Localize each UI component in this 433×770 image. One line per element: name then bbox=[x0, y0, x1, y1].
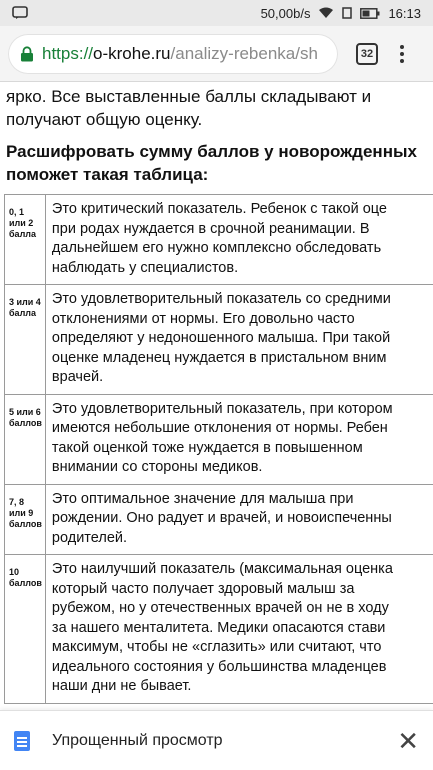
description-line: Это критический показатель. Ребенок с такой оце bbox=[51, 201, 387, 217]
description-line: имеются небольшие отклонения от нормы. Ребен bbox=[51, 420, 388, 436]
description-line: отклонениями от нормы. Его довольно часто bbox=[51, 310, 355, 327]
score-cell bbox=[5, 484, 46, 555]
description-line: рождении. Оно радует и врачей, и новоиспеченны bbox=[51, 510, 392, 526]
lock-icon[interactable] bbox=[20, 46, 34, 62]
network-speed: 50,00b/s bbox=[260, 5, 311, 21]
clock: 16:13 bbox=[388, 5, 421, 21]
heading-line: Расшифровать сумму баллов у новорожденных bbox=[6, 142, 417, 161]
description-line: наши дни не бывает. bbox=[51, 678, 192, 694]
description-line: максимум, чтобы не «сглазить» или считают, что bbox=[51, 639, 382, 655]
wifi-icon bbox=[318, 7, 334, 19]
score-cell bbox=[5, 555, 46, 704]
browser-toolbar bbox=[0, 26, 433, 82]
section-heading bbox=[6, 140, 433, 186]
apgar-score-table bbox=[4, 194, 433, 704]
score-line: баллов bbox=[9, 417, 42, 428]
page-content bbox=[0, 82, 433, 710]
description-line: рубежом, но у отечественных врачей он не в ходу bbox=[51, 600, 389, 616]
description-line: наблюдать у специалистов. bbox=[51, 259, 239, 276]
description-line: определяют у недоношенного малыша. При такой bbox=[51, 330, 391, 346]
heading-line: поможет такая таблица: bbox=[6, 165, 209, 184]
sim-icon bbox=[342, 7, 352, 19]
status-right bbox=[261, 6, 421, 21]
score-line: или 9 bbox=[9, 507, 34, 518]
description-line: Это наилучший показатель (максимальная оценка bbox=[51, 561, 393, 577]
intro-paragraph bbox=[6, 85, 433, 131]
description-line: который часто получает здоровый малыш за bbox=[51, 580, 355, 597]
simplified-view-bar[interactable] bbox=[0, 710, 433, 770]
status-left bbox=[12, 6, 28, 20]
description-line: Это удовлетворительный показатель со средними bbox=[51, 291, 391, 307]
score-line: балла bbox=[9, 229, 37, 239]
description-line: внимании со стороны медиков. bbox=[51, 459, 263, 475]
description-line: такой оценкой тоже нуждается в повышенном bbox=[51, 439, 363, 456]
url-text[interactable] bbox=[42, 44, 318, 64]
description-line: Это удовлетворительный показатель, при котором bbox=[51, 400, 393, 417]
score-line: 0, 1 bbox=[9, 207, 25, 217]
close-icon[interactable]: ✕ bbox=[397, 725, 419, 756]
score-line: 3 или 4 bbox=[9, 297, 41, 307]
score-line: 7, 8 bbox=[9, 496, 25, 507]
description-line: при родах нуждается в срочной реанимации. В bbox=[51, 220, 370, 237]
document-icon bbox=[14, 731, 30, 751]
description-line: за нашего менталитета. Медики опасаются стави bbox=[51, 619, 386, 636]
score-cell bbox=[5, 285, 46, 395]
description-line: врачей. bbox=[51, 369, 104, 385]
table-row bbox=[5, 285, 433, 395]
score-line: баллов bbox=[9, 578, 42, 588]
notification-icon bbox=[12, 6, 28, 20]
description-cell bbox=[45, 555, 433, 704]
table-row bbox=[5, 394, 433, 484]
url-host: o-krohe.ru bbox=[93, 43, 171, 63]
tab-switcher-button[interactable]: 32 bbox=[356, 43, 378, 65]
description-cell bbox=[45, 285, 433, 395]
table-row bbox=[5, 555, 433, 704]
score-line: 10 bbox=[9, 567, 20, 577]
score-cell bbox=[5, 394, 46, 484]
description-cell bbox=[45, 394, 433, 484]
description-line: оценке младенец нуждается в пристальном вним bbox=[51, 349, 387, 366]
table-row bbox=[5, 195, 433, 285]
description-cell bbox=[45, 484, 433, 555]
simplified-view-label[interactable]: Упрощенный просмотр bbox=[52, 731, 223, 749]
score-line: 5 или 6 bbox=[9, 406, 41, 417]
score-cell bbox=[5, 195, 46, 285]
score-line: или 2 bbox=[9, 218, 34, 228]
intro-line: получают общую оценку. bbox=[6, 110, 203, 129]
url-path: /analizy-rebenka/sh bbox=[170, 43, 318, 63]
overflow-menu-icon[interactable] bbox=[400, 45, 404, 63]
url-scheme: https:// bbox=[42, 43, 94, 63]
description-line: идеального состояния у большинства младенцев bbox=[51, 658, 387, 675]
battery-icon bbox=[360, 8, 380, 19]
score-line: балла bbox=[9, 308, 37, 318]
description-line: дальнейшем его нужно комплексно обследовать bbox=[51, 240, 382, 256]
description-line: Это оптимальное значение для малыша при bbox=[51, 490, 354, 507]
score-line: баллов bbox=[9, 518, 42, 529]
status-bar bbox=[0, 0, 433, 26]
intro-line: ярко. Все выставленные баллы складывают и bbox=[6, 87, 372, 106]
table-row bbox=[5, 484, 433, 555]
address-bar[interactable] bbox=[8, 34, 338, 74]
description-line: родителей. bbox=[51, 529, 128, 546]
description-cell bbox=[45, 195, 433, 285]
